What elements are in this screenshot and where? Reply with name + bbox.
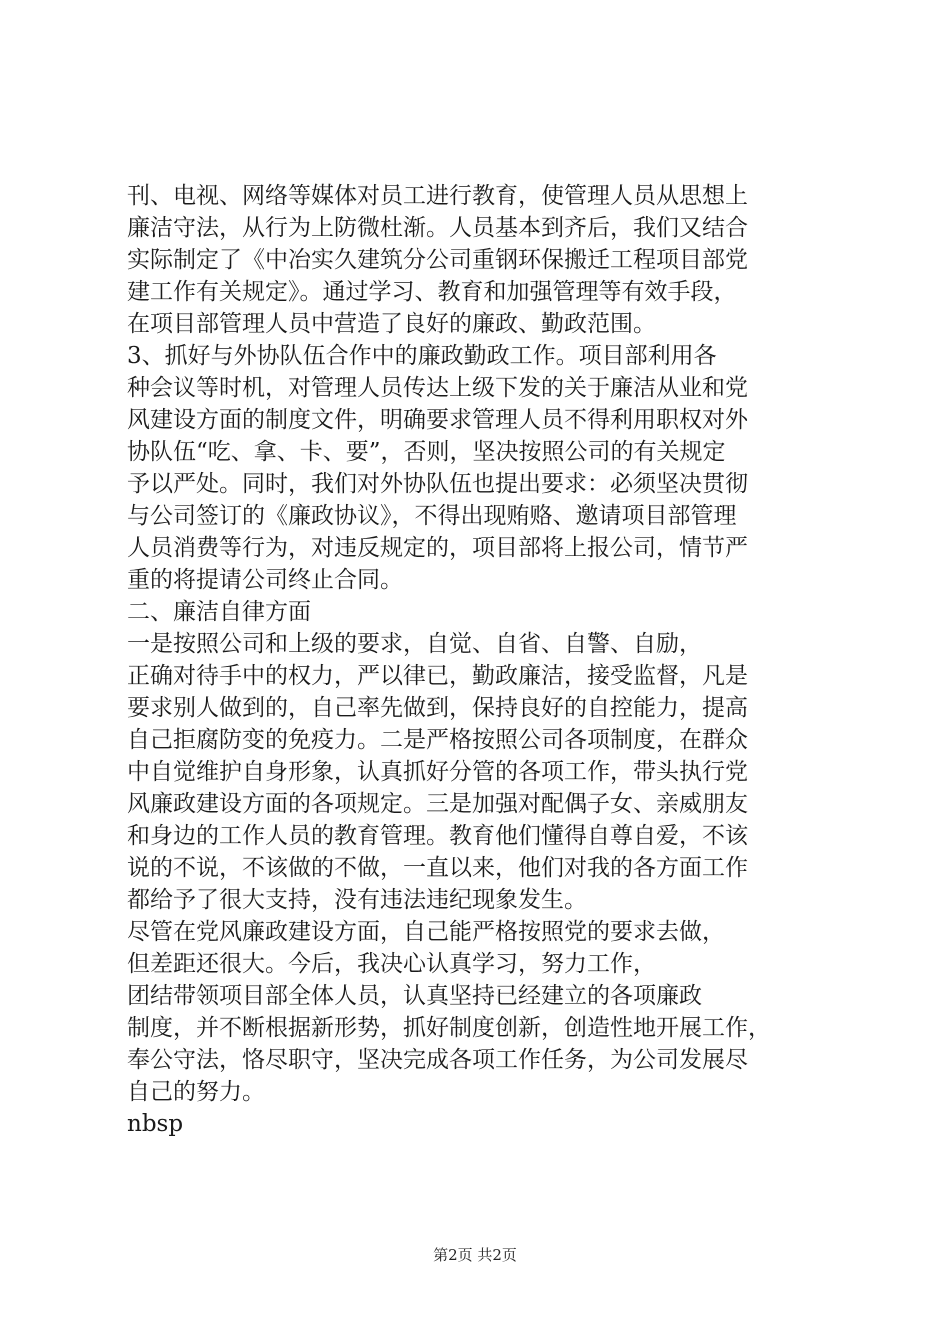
text-line: 和身边的工作人员的教育管理。教育他们懂得自尊自爱，不该 — [127, 823, 748, 849]
text-line: 一是按照公司和上级的要求，自觉、自省、自警、自励， — [127, 631, 702, 657]
page-footer: 第2页 共2页 — [433, 1246, 517, 1264]
text-line: 在项目部管理人员中营造了良好的廉政、勤政范围。 — [127, 311, 656, 337]
text-line: 奉公守法，恪尽职守，坚决完成各项工作任务，为公司发展尽 — [127, 1047, 748, 1073]
text-line: 3、抓好与外协队伍合作中的廉政勤政工作。项目部利用各 — [127, 343, 717, 369]
text-line: 予以严处。同时，我们对外协队伍也提出要求：必须坚决贯彻 — [127, 471, 748, 497]
text-line: 正确对待手中的权力，严以律已，勤政廉洁，接受监督，凡是 — [127, 663, 748, 689]
text-line: 制度，并不断根据新形势，抓好制度创新，创造性地开展工作， — [127, 1015, 771, 1041]
text-line: 自己拒腐防变的免疫力。二是严格按照公司各项制度，在群众 — [127, 727, 748, 753]
text-line: 实际制定了《中冶实久建筑分公司重钢环保搬迁工程项目部党 — [127, 247, 748, 273]
text-line: 但差距还很大。今后，我决心认真学习，努力工作， — [127, 951, 656, 977]
text-line: 风廉政建设方面的各项规定。三是加强对配偶子女、亲威朋友 — [127, 791, 748, 817]
text-line: 与公司签订的《廉政协议》，不得出现贿赂、邀请项目部管理 — [127, 503, 737, 529]
text-line: 重的将提请公司终止合同。 — [127, 567, 403, 593]
text-line: 种会议等时机，对管理人员传达上级下发的关于廉洁从业和党 — [127, 375, 748, 401]
text-line: 说的不说，不该做的不做，一直以来，他们对我的各方面工作 — [127, 855, 748, 881]
text-line: 尽管在党风廉政建设方面，自己能严格按照党的要求去做， — [127, 919, 725, 945]
text-line: 自己的努力。 — [127, 1079, 265, 1105]
text-line: 协队伍“吃、拿、卡、要”，否则，坚决按照公司的有关规定 — [127, 439, 726, 465]
text-line: 风建设方面的制度文件，明确要求管理人员不得利用职权对外 — [127, 407, 748, 433]
text-line: 都给予了很大支持，没有违法违纪现象发生。 — [127, 887, 587, 913]
text-line: 团结带领项目部全体人员，认真坚持已经建立的各项廉政 — [127, 983, 702, 1009]
text-line: 刊、电视、网络等媒体对员工进行教育，使管理人员从思想上 — [127, 183, 748, 209]
section-heading: 二、廉洁自律方面 — [127, 599, 311, 625]
text-line: 要求别人做到的，自己率先做到，保持良好的自控能力，提高 — [127, 695, 748, 721]
text-line: 中自觉维护自身形象，认真抓好分管的各项工作，带头执行党 — [127, 759, 748, 785]
text-line: nbsp — [127, 1111, 184, 1137]
text-line: 廉洁守法，从行为上防微杜渐。人员基本到齐后，我们又结合 — [127, 215, 748, 241]
document-body — [127, 180, 827, 1140]
text-line: 建工作有关规定》。通过学习、教育和加强管理等有效手段， — [127, 279, 737, 305]
text-line: 人员消费等行为，对违反规定的，项目部将上报公司，情节严 — [127, 535, 748, 561]
